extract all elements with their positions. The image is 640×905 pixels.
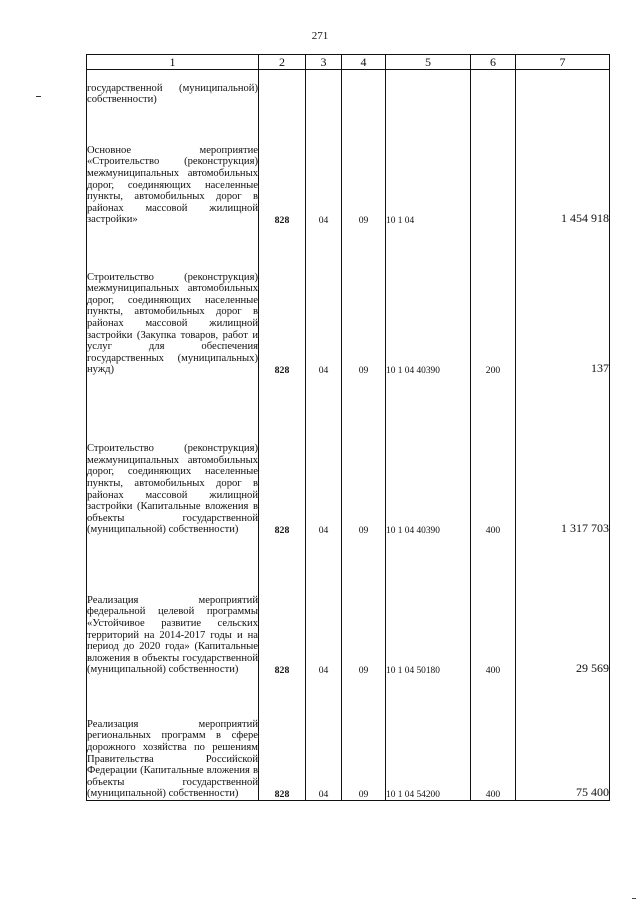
section-code: 04 — [306, 536, 342, 676]
row-description: Строительство (реконструкция) межмуниципальных автомобильных дорог, соединяющих населенные пункты, автомобильных дорог в районах массовой жилищной застройки (Капитальные вложения в объекты государственной (муниципальной) собственности) — [87, 376, 259, 536]
expense-type: 400 — [471, 536, 516, 676]
target-article: 10 1 04 40390 — [386, 376, 471, 536]
target-article: 10 1 04 — [386, 106, 471, 226]
amount: 1 317 703 — [516, 376, 610, 536]
expense-type — [471, 106, 516, 226]
expense-type: 400 — [471, 676, 516, 801]
column-header: 4 — [342, 55, 386, 70]
section-code: 04 — [306, 106, 342, 226]
target-article: 10 1 04 50180 — [386, 536, 471, 676]
subsection-code: 09 — [342, 106, 386, 226]
admin-code: 828 — [259, 106, 306, 226]
budget-table — [86, 54, 610, 801]
column-header: 7 — [516, 55, 610, 70]
table-row — [87, 536, 610, 676]
table-row — [87, 226, 610, 376]
subsection-code: 09 — [342, 376, 386, 536]
section-code: 04 — [306, 226, 342, 376]
amount: 1 454 918 — [516, 106, 610, 226]
amount: 137 — [516, 226, 610, 376]
subsection-code: 09 — [342, 536, 386, 676]
admin-code: 828 — [259, 676, 306, 801]
row-description: Строительство (реконструкция) межмуниципальных автомобильных дорог, соединяющих населенные пункты, автомобильных дорог в районах массовой жилищной застройки (Закупка товаров, работ и услуг для обеспечения государственных (муниципальных) нужд) — [87, 226, 259, 376]
expense-type: 400 — [471, 376, 516, 536]
admin-code: 828 — [259, 226, 306, 376]
row-description: Реализация мероприятий региональных программ в сфере дорожного хозяйства по решениям Правительства Российской Федерации (Капитальные вложения в объекты государственной (муниципальной) собственности) — [87, 676, 259, 801]
subsection-code: 09 — [342, 226, 386, 376]
column-header: 2 — [259, 55, 306, 70]
expense-type: 200 — [471, 226, 516, 376]
admin-code: 828 — [259, 536, 306, 676]
table-row — [87, 106, 610, 226]
scan-mark-corner — [632, 898, 636, 899]
scan-mark — [36, 96, 41, 97]
section-code: 04 — [306, 676, 342, 801]
row-description: государственной (муниципальной) собственности) — [87, 70, 259, 107]
row-description: Основное мероприятие «Строительство (реконструкция) межмуниципальных автомобильных дорог, соединяющих населенные пункты, автомобильных дорог в районах массовой жилищной застройки» — [87, 106, 259, 226]
column-header: 6 — [471, 55, 516, 70]
row-description: Реализация мероприятий федеральной целевой программы «Устойчивое развитие сельских территорий на 2014-2017 годы и на период до 2020 года» (Капитальные вложения в объекты государственной (муниципальной) собственности) — [87, 536, 259, 676]
table-row — [87, 676, 610, 801]
column-header: 3 — [306, 55, 342, 70]
page-number: 271 — [311, 30, 329, 42]
continuation-row — [87, 70, 610, 107]
subsection-code: 09 — [342, 676, 386, 801]
target-article: 10 1 04 40390 — [386, 226, 471, 376]
admin-code: 828 — [259, 376, 306, 536]
target-article: 10 1 04 54200 — [386, 676, 471, 801]
amount: 29 569 — [516, 536, 610, 676]
amount: 75 400 — [516, 676, 610, 801]
column-header: 1 — [87, 55, 259, 70]
section-code: 04 — [306, 376, 342, 536]
column-header: 5 — [386, 55, 471, 70]
table-header-row — [87, 55, 610, 70]
table-row — [87, 376, 610, 536]
